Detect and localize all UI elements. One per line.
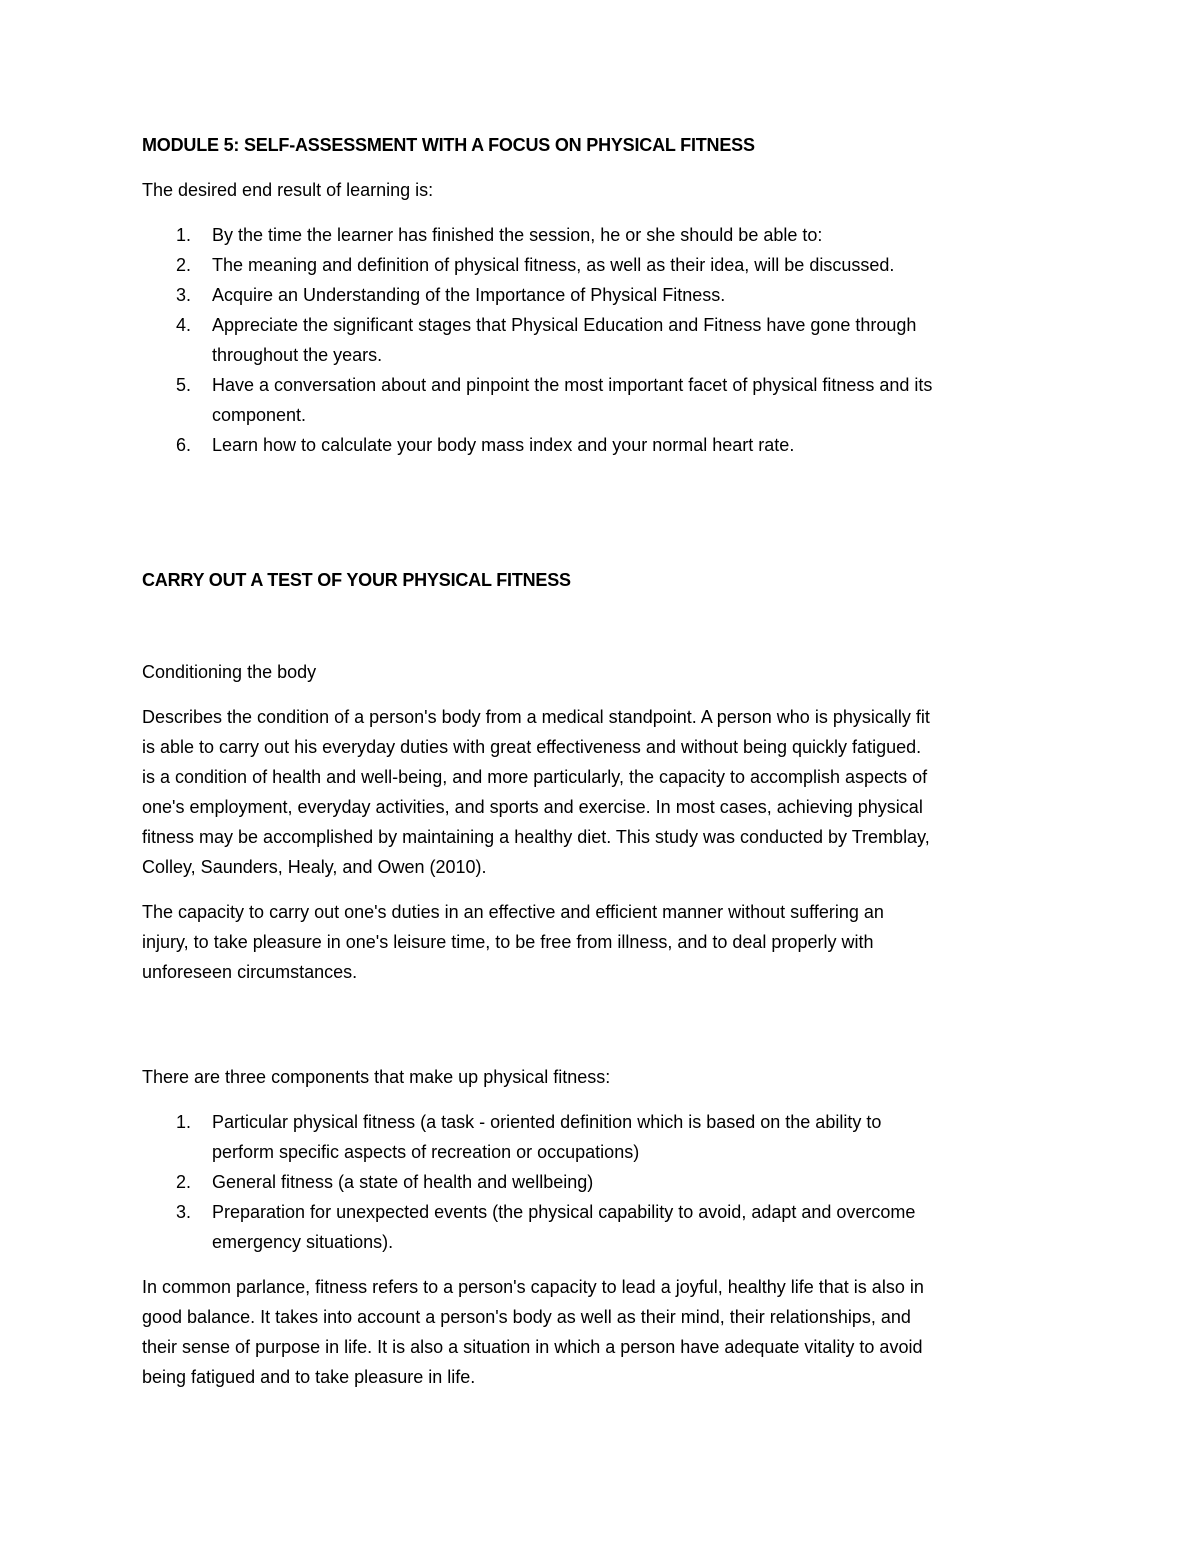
component-item [142, 1197, 1062, 1257]
component-text: Preparation for unexpected events (the physical capability to avoid, adapt and overcome [212, 1202, 916, 1222]
objective-text: Have a conversation about and pinpoint the most important facet of physical fitness and its [212, 375, 933, 395]
learning-intro: The desired end result of learning is: [142, 180, 434, 200]
subheading: Conditioning the body [142, 662, 317, 682]
paragraph-line: fitness may be accomplished by maintaining a healthy diet. This study was conducted by Tremblay, [142, 827, 930, 847]
paragraph-line: injury, to take pleasure in one's leisure time, to be free from illness, and to deal properly with [142, 932, 874, 952]
objective-number: 3. [176, 285, 192, 305]
module-title: MODULE 5: SELF-ASSESSMENT WITH A FOCUS ON PHYSICAL FITNESS [142, 135, 755, 155]
paragraph-capacity [142, 897, 1062, 987]
objective-number: 1. [176, 225, 192, 245]
paragraph-line: Colley, Saunders, Healy, and Owen (2010). [142, 857, 487, 877]
paragraph-line: is able to carry out his everyday duties with great effectiveness and without being quickly fatigued. [142, 737, 922, 757]
components-intro: There are three components that make up physical fitness: [142, 1067, 611, 1087]
objective-item [142, 310, 1062, 370]
components-list [142, 1107, 1062, 1257]
paragraph-line: unforeseen circumstances. [142, 962, 358, 982]
objective-text: component. [212, 405, 307, 425]
paragraph-common-parlance [142, 1272, 1062, 1392]
objective-item [142, 250, 1062, 280]
objective-item [142, 280, 1062, 310]
objective-number: 5. [176, 375, 192, 395]
objective-text: throughout the years. [212, 345, 383, 365]
objective-number: 2. [176, 255, 192, 275]
section-title: CARRY OUT A TEST OF YOUR PHYSICAL FITNESS [142, 570, 571, 590]
document-page [142, 130, 1062, 1392]
objective-text: The meaning and definition of physical fitness, as well as their idea, will be discussed. [212, 255, 895, 275]
paragraph-definition [142, 702, 1062, 882]
component-text: Particular physical fitness (a task - oriented definition which is based on the ability to [212, 1112, 882, 1132]
paragraph-line: In common parlance, fitness refers to a person's capacity to lead a joyful, healthy life that is also in [142, 1277, 924, 1297]
objective-text: Appreciate the significant stages that Physical Education and Fitness have gone through [212, 315, 917, 335]
component-item [142, 1167, 1062, 1197]
objective-number: 4. [176, 315, 192, 335]
paragraph-line: their sense of purpose in life. It is also a situation in which a person have adequate vitality to avoid [142, 1337, 923, 1357]
paragraph-line: good balance. It takes into account a person's body as well as their mind, their relationships, and [142, 1307, 911, 1327]
component-text: General fitness (a state of health and wellbeing) [212, 1172, 594, 1192]
component-item [142, 1107, 1062, 1167]
component-text: emergency situations). [212, 1232, 394, 1252]
paragraph-line: is a condition of health and well-being, and more particularly, the capacity to accomplish aspects of [142, 767, 928, 787]
objective-item [142, 430, 1062, 460]
objective-item [142, 370, 1062, 430]
paragraph-line: The capacity to carry out one's duties in an effective and efficient manner without suffering an [142, 902, 884, 922]
paragraph-line: one's employment, everyday activities, and sports and exercise. In most cases, achieving physical [142, 797, 923, 817]
objectives-list [142, 220, 1062, 460]
objective-item [142, 220, 1062, 250]
component-number: 1. [176, 1112, 192, 1132]
paragraph-line: Describes the condition of a person's body from a medical standpoint. A person who is physically fit [142, 707, 930, 727]
paragraph-line: being fatigued and to take pleasure in life. [142, 1367, 476, 1387]
component-number: 3. [176, 1202, 192, 1222]
objective-text: By the time the learner has finished the session, he or she should be able to: [212, 225, 823, 245]
objective-text: Acquire an Understanding of the Importance of Physical Fitness. [212, 285, 726, 305]
objective-number: 6. [176, 435, 192, 455]
component-text: perform specific aspects of recreation or occupations) [212, 1142, 640, 1162]
objective-text: Learn how to calculate your body mass index and your normal heart rate. [212, 435, 795, 455]
component-number: 2. [176, 1172, 192, 1192]
